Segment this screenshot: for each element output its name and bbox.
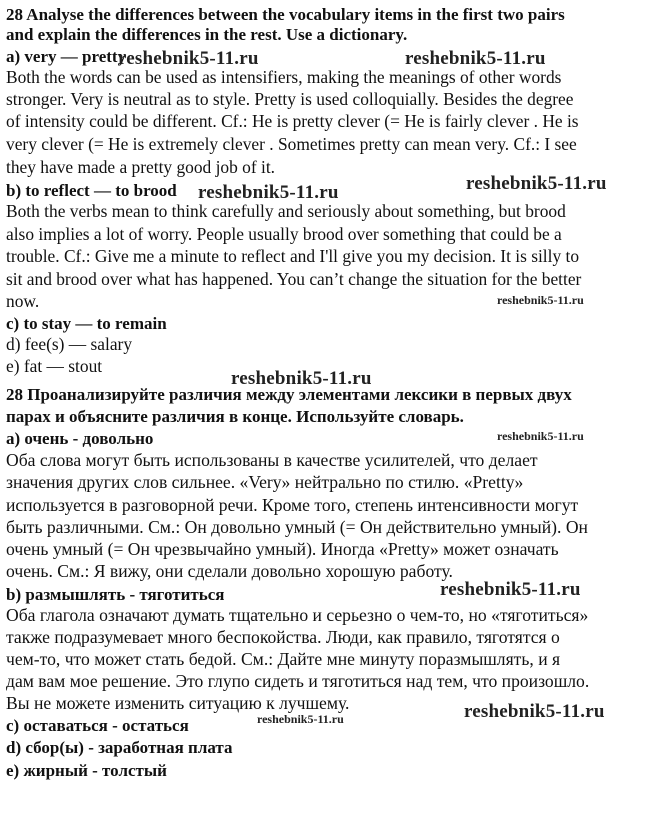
english-item-a-body-line: of intensity could be different. Cf.: He is pretty clever (= He is fairly clever . He is <box>6 111 579 131</box>
english-item-a-body-line: they have made a pretty good job of it. <box>6 157 275 177</box>
russian-item-e: e) жирный - толстый <box>6 761 167 780</box>
russian-heading-line-2: парах и объясните различия в конце. Используйте словарь. <box>6 407 464 426</box>
watermark: reshebnik5-11.ru <box>440 579 581 600</box>
english-item-b-body-line: trouble. Cf.: Give me a minute to reflect and I'll give you my decision. It is silly to <box>6 246 580 266</box>
russian-item-a-body-line: Оба слова могут быть использованы в качестве усилителей, что делает <box>6 450 538 470</box>
russian-item-b-body-line: чем-то, что может стать бедой. См.: Дайте мне минуту поразмышлять, и я <box>6 649 561 669</box>
russian-item-d: d) сбор(ы) - заработная плата <box>6 738 233 757</box>
russian-item-a-body-line: используется в разговорной речи. Кроме того, степень интенсивности могут <box>6 495 579 515</box>
english-heading-line-2: and explain the differences in the rest. Use a dictionary. <box>6 25 408 44</box>
russian-item-a-body-line: быть различными. См.: Он довольно умный (= Он действительно умный). Он <box>6 517 588 537</box>
english-item-e: e) fat — stout <box>6 356 103 376</box>
watermark: reshebnik5-11.ru <box>497 293 584 307</box>
english-item-c: c) to stay — to remain <box>6 314 167 333</box>
russian-item-a-body-line: очень. См.: Я вижу, они сделали довольно хорошую работу. <box>6 561 453 581</box>
english-item-a-title: a) very — pretty <box>6 47 127 66</box>
russian-item-b-body-line: Оба глагола означают думать тщательно и серьезно о чем-то, но «тяготиться» <box>6 605 589 625</box>
russian-item-a-body-line: очень умный (= Он чрезвычайно умный). Иногда «Pretty» может означать <box>6 539 559 559</box>
russian-item-b-title: b) размышлять - тяготиться <box>6 585 225 604</box>
russian-item-c: c) оставаться - остаться <box>6 716 189 735</box>
english-item-b-body-line: now. <box>6 291 40 311</box>
watermark: reshebnik5-11.ru <box>231 368 372 389</box>
watermark: reshebnik5-11.ru <box>198 182 339 203</box>
russian-item-b-body-line: Вы не можете изменить ситуацию к лучшему. <box>6 693 350 713</box>
english-item-b-body-line: also implies a lot of worry. People usually brood over something that could be a <box>6 224 562 244</box>
watermark: reshebnik5-11.ru <box>118 48 259 69</box>
english-item-d: d) fee(s) — salary <box>6 334 133 354</box>
english-item-b-body-line: sit and brood over what has happened. You can’t change the situation for the better <box>6 269 582 289</box>
watermark: reshebnik5-11.ru <box>464 701 605 722</box>
watermark: reshebnik5-11.ru <box>257 712 344 726</box>
english-item-b-title: b) to reflect — to brood <box>6 181 177 200</box>
english-item-a-body-line: stronger. Very is neutral as to style. Pretty is used colloquially. Besides the degree <box>6 89 574 109</box>
russian-item-a-title: а) очень - довольно <box>6 429 154 448</box>
english-item-a-body-line: very clever (= He is extremely clever . Sometimes pretty can mean very. Cf.: I see <box>6 134 577 154</box>
russian-item-b-body-line: дам вам мое решение. Это глупо сидеть и тяготиться над тем, что произошло. <box>6 671 590 691</box>
russian-item-a-body-line: значения других слов сильнее. «Very» нейтрально по стилю. «Pretty» <box>6 472 524 492</box>
watermark: reshebnik5-11.ru <box>497 429 584 443</box>
russian-item-b-body-line: также подразумевает много беспокойства. Люди, как правило, тяготятся о <box>6 627 560 647</box>
watermark: reshebnik5-11.ru <box>405 48 546 69</box>
watermark: reshebnik5-11.ru <box>466 173 607 194</box>
english-item-b-body-line: Both the verbs mean to think carefully and seriously about something, but brood <box>6 201 566 221</box>
english-item-a-body-line: Both the words can be used as intensifiers, making the meanings of other words <box>6 67 562 87</box>
english-heading-line-1: 28 Analyse the differences between the vocabulary items in the first two pairs <box>6 5 565 24</box>
russian-heading-line-1: 28 Проанализируйте различия между элементами лексики в первых двух <box>6 385 572 404</box>
